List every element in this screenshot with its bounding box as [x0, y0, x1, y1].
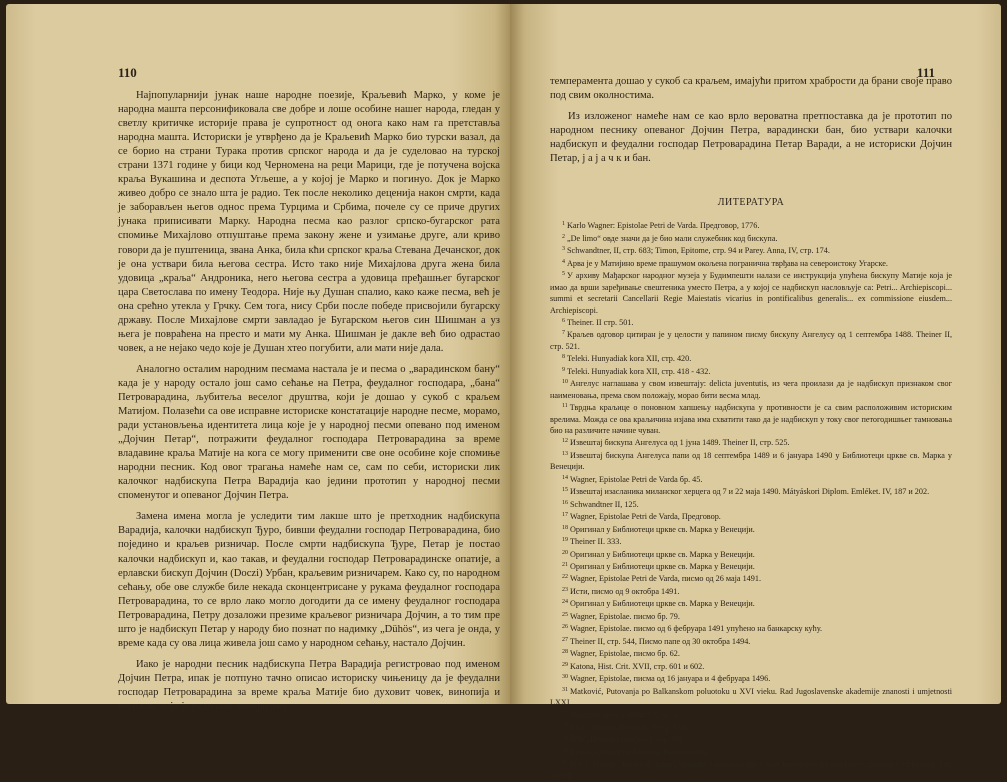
footnote [550, 352, 952, 364]
footnote [550, 401, 952, 436]
footnote-number: 33 [562, 722, 568, 729]
page-number: 110 [118, 65, 137, 80]
footnote [550, 758, 952, 782]
footnote-number: 4 [562, 258, 565, 265]
footnote-number: 18 [562, 524, 568, 531]
footnote-number: 19 [562, 537, 568, 544]
footnote-text: Wagner, Epistolae Petri de Varda, писмо од 26 маја 1491. [570, 574, 762, 584]
footnote [550, 597, 952, 609]
footnote-text: Оригинал у Библиотеци цркве св. Марка у Венецији. [570, 524, 755, 534]
footnote-text: Katona, Hist. Crit. XVII, стр. 601 и 602. [570, 661, 705, 671]
footnote-text: Teleki. Hunyadiak kora XII, стр. 420. [567, 354, 692, 364]
footnote-number: 20 [562, 549, 568, 556]
footnote-text: Ангелус наглашава у свом извештају: delicta juventutis, из чега проилази да је надбискуп признаком свог наименовања, према свом положају, морао бити весма млад. [550, 379, 952, 400]
body-text [118, 89, 500, 714]
footnote-text: Klaić, Povjest Hrvata II, 3 стр. 158. [570, 722, 688, 732]
footnote-number: 14 [562, 474, 568, 481]
footnote-text: Schwandtner II, 125. [570, 499, 639, 509]
footnote [550, 721, 952, 733]
paragraph: Иако је народни песник надбискупа Петра Варадија регистровао под именом Дојчин Петра, ипак је потпуно тачно описао историску чињеницу да је феудални господар Петроварадина за време краља Матије био духовит човек, винопија и весељак, који је ради свог колеричног [118, 658, 500, 712]
footnote-number: 29 [562, 661, 568, 668]
footnote [550, 269, 952, 316]
footnote-number: 12 [562, 438, 568, 445]
footnote [550, 232, 952, 244]
footnote-text: Theiner II. 333. [570, 537, 622, 547]
footnote [550, 498, 952, 510]
footnote-number: 28 [562, 649, 568, 656]
footnote-number: 34 [562, 735, 568, 742]
footnote-text: Karlo Wagner: Epistolae Petri de Varda. Предговор, 1776. [567, 221, 760, 231]
footnote-text: Kovač, Odlomci iz historije Petrovaradina. [570, 747, 711, 757]
footnote-number: 35 [562, 747, 568, 754]
footnote [550, 746, 952, 758]
footnote-text: Извештај бискупа Ангелуса од 1 јуна 1489. Theiner II, стр. 525. [570, 438, 790, 448]
footnote [550, 610, 952, 622]
footnote [550, 660, 952, 672]
footnote [550, 377, 952, 401]
footnote-text: Wagner, Epistolae, писма од 16 јануара и 4 фебруара 1496. [570, 674, 771, 684]
footnote [550, 647, 952, 659]
paragraph: Из изложеног намеће нам се као врло вероватна претпоставка да је прототип по народном песнику опеваног Дојчин Петра, варадински бан, био уствари калочки надбискуп и феудални господар Петроварадина Петар Варади, а не историски Дојчин Петар, ј а ј а ч к и бан. [550, 111, 952, 165]
footnote-number: 9 [562, 366, 565, 373]
footnote-number: 7 [562, 330, 565, 337]
footnote-number: 32 [562, 710, 568, 717]
footnote [550, 635, 952, 647]
paragraph: Замена имена могла је уследити тим лакше што је претходник надбискупа Варадија, калочки надбискуп Ђуро, бивши феудални господар Петроварадина, био поједино и краљев ризничар. После смрти надбискупа Ђуре, Петар је постао калочки надбискуп и, као такав, и феудални господар Петроварадинске опатије, а ерлавски бискуп Дојчин (Doczi) Урбан, краљевим ризничарем. Како су, по народном сећању, обе ове службе биле некада сконцентрисане у рукама феудалног господара Петроварадина, то се врло лако могло догодити да се имену феудалног господара Петроварадина, Петру дозаложи презиме краљевог ризничара Дојчин, а то тим пре што је надбискуп Петар у народу био познат по надимку „Dühös“, из чега је онда, у време када су ова лица живела још само у народном сећању, настало Дојчин. [118, 511, 500, 649]
footnote-text: Theiner II, стр. 544, Писмо папе од 30 октобра 1494. [570, 636, 751, 646]
footnote [550, 365, 952, 377]
footnote-number: 31 [562, 686, 568, 693]
footnote-number: 2 [562, 233, 565, 240]
left-page [6, 4, 510, 712]
footnote [550, 548, 952, 560]
footnote [550, 473, 952, 485]
footnote-text: Wagner, Epistolae. писмо од 6 фебруара 1491 упућено на банкарску кућу. [570, 624, 823, 634]
footnote-text: У архиву Мађарског народног музеја у Будимпешти налази се инструкција упућена бискупу Матије која је имао да врши заређивање свештеника уместо Петра, а у којој се надбискуп насловљује са: Petri... Archiepiscopi... summi et secretarii Cancellarii Regie Maiestatis vicarius in pontificalibus generalis... ex commissione eiusdem... Archiepiscopi. [550, 271, 952, 315]
footnote-number: 21 [562, 562, 568, 569]
footnote [550, 328, 952, 352]
footnote-number: 8 [562, 354, 565, 361]
footnote [550, 685, 952, 709]
footnote-number: 11 [562, 403, 568, 410]
footnote-text: Wagner, Epistolae Petri de Varda бр. 45. [570, 474, 703, 484]
page-number: 111 [916, 65, 935, 80]
footnote-number: 23 [562, 586, 568, 593]
footnote-number: 17 [562, 512, 568, 519]
footnote-number: 3 [562, 246, 565, 253]
footnote-number: 22 [562, 574, 568, 581]
footnote [550, 257, 952, 269]
footnote-number: 1 [562, 221, 565, 228]
footnote [550, 436, 952, 448]
footnote-text: Schwandtner, II, стр. 683; Timon, Epitome, стр. 94 и Parey. Anna, IV, стр. 174. [567, 246, 830, 256]
footnote [550, 622, 952, 634]
footnote [550, 560, 952, 572]
footnote [550, 244, 952, 256]
footnote-text: D-r T. Maretić, Kosovski junaci, događaji i narodnoj epici. Rad Jugoslavenske akademije znanosti i umjetnosti, knj. XCVII. [550, 760, 952, 781]
footnote-text: Šišić, Hrvatska povijest I, стр. 188. [570, 735, 687, 745]
footnote-text: Фрушкогорац, годиште I, бр. 3. [570, 710, 679, 720]
footnote-number: 5 [562, 271, 565, 278]
footnote-text: Арва је у Матијино време прашумом окољена погранична тврђава на североистоку Угарске. [567, 258, 888, 268]
footnote-text: Matković, Putovanja po Balkanskom poluotoku u XVI vieku. Rad Jugoslavenske akademije znanosti i umjetnosti LXXI. [550, 686, 952, 707]
footnote-number: 16 [562, 499, 568, 506]
footnote [550, 672, 952, 684]
footnote-number: 24 [562, 599, 568, 606]
footnote-number: 10 [562, 379, 568, 386]
footnote-text: Wagner, Epistolae, писмо бр. 62. [570, 649, 680, 659]
footnote-number: 26 [562, 624, 568, 631]
footnote-text: „De limo“ овде значи да је био мали служебник код бискупа. [567, 233, 778, 243]
footnote-number: 27 [562, 636, 568, 643]
footnote-text: Исти, писмо од 9 октобра 1491. [570, 586, 680, 596]
footnote-text: Theiner. II стр. 501. [567, 317, 634, 327]
footnote-number: 13 [562, 450, 568, 457]
footnotes-list [550, 219, 952, 782]
footnote [550, 316, 952, 328]
footnote [550, 708, 952, 720]
paragraph: Аналогно осталим народним песмама настала је и песма о „варадинском бану“ када је у народу остало још само сећање на Петра, феудалног господара, „бана“ Петроварадина, љубитеља веселог друштва, који је дошао у сукоб с краљем Матијом. Полазећи са ове исправне историске констатације народне песме, морамо, ради установљења идентитета лица које је у народној песми опевано под именом „Дојчин Петар“, потражити феудалног господара Петроварадина за време владавине краља Матије на кога се могу применити све оне особине које спомиње народни песник. Код овог трагања намеће нам се, сам по себи, историски лик калочког надбискупа Петра Варадија као једини прототип у народној песми споменутог и опеваног Дојчин Петра. [118, 363, 500, 502]
footnote [550, 733, 952, 745]
footnote-text: Извештај изасланика миланског херцега од 7 и 22 маја 1490. Mátyáskori Diplom. Emléket. IV, 187 и 202. [570, 487, 930, 497]
footnote [550, 523, 952, 535]
footnote-number: 36 [562, 760, 568, 767]
footnote [550, 485, 952, 497]
footnote [550, 572, 952, 584]
literature-heading: ЛИТЕРАТУРА [717, 197, 785, 209]
paragraph: темперамента дошао у сукоб са краљем, имајући притом храбрости да брани своје право под свим околностима. [550, 76, 952, 102]
footnote [550, 510, 952, 522]
footnote [550, 585, 952, 597]
footnote [550, 535, 952, 547]
footnote-text: Краљев одговор цитиран је у целости у папином писму бискупу Ангелусу од 1 септембра 1488. Theiner II, стр. 521. [550, 330, 952, 351]
footnote-text: Тврдња краљице о поновном хапшењу надбискупа у противности је са свим расположивим историским врелима. Можда се ова краљичина изјава има схватити тако да је надбискуп у току свог петогодишњег тамновања био на различите начине чуван. [550, 403, 952, 436]
footnote-text: Оригинал у Библиотеци цркве св. Марка у Венецији. [570, 562, 755, 572]
footnote-number: 25 [562, 611, 568, 618]
footnote-text: Wagner, Epistolae Petri de Varda, Предговор. [570, 512, 721, 522]
footnote-text: Оригинал у Библиотеци цркве св. Марка у Венецији. [570, 599, 755, 609]
paragraph: Најпопуларнији јунак наше народне поезије, Краљевић Марко, у коме је народна машта персонификовала све добре и лоше особине нашег народа, гледан у светлу критичке историје права је супротност од онога како нам га претставља народна машта. Историски је утврђено да је Краљевић Марко био турски вазал, да се борио на страни Турака против српског народа и да је суделовао на турској страни 1371 године у бици код Черномена на реци Марици, где је потучена војска краља Вукашина и деспота Угљеше, а у којој је Марко и погинуо. Док је Марко живео добро се знало шта је радио. Тек после неколико деценија након смрти, када је заборављен његов однос према Турцима и Србима, почеле су се приче других јунака приписивати Марку. Народна песма као разлог српско-бугарског рата спомиње Михајлово отпуштање према закону жене и узимање друге, али криво говори да је пуштеница, звана Анка, била кћи српског краља Стевана Дечанског, док је она уствари била његова сестра. Исто тако није Михајлова друга жена била удовица „краља“ Андроника, него његова сестра а удовица пређашњег бугарског цара Светослава по имену Теодора. Није њу Душан спалио, како каже песма, већ је она срећно утекла у Грчку. Сем тога, нису Срби после победе присвојили бугарску државу. После Михајлове смрти завладао је Бугарском његов син Шишман а уз њега је повраћена на престо и мати му Анка. Шишман је дакле већ био одрастао човек, а не нејако чедо које је Душан хтео погубити, али мати није дала. [118, 90, 500, 354]
footnote-text: Teleki. Hunyadiak kora XII, стр. 418 - 432. [567, 366, 711, 376]
footnote-text: Извештај бискупа Ангелуса папи од 18 септембра 1489 и 6 јануара 1490 у Библиотеци цркве св. Марка у Венецији. [550, 450, 952, 472]
footnote-text: Wagner, Epistolae. писмо бр. 79. [570, 611, 680, 621]
right-page [510, 4, 1001, 781]
body-text [550, 75, 952, 782]
footnote-number: 6 [562, 317, 565, 324]
footnote [550, 449, 952, 473]
footnote [550, 219, 952, 231]
footnote-number: 15 [562, 487, 568, 494]
footnote-number: 30 [562, 674, 568, 681]
book-spread [6, 4, 1001, 781]
footnote-text: Оригинал у Библиотеци цркве св. Марка у Венецији. [570, 549, 755, 559]
